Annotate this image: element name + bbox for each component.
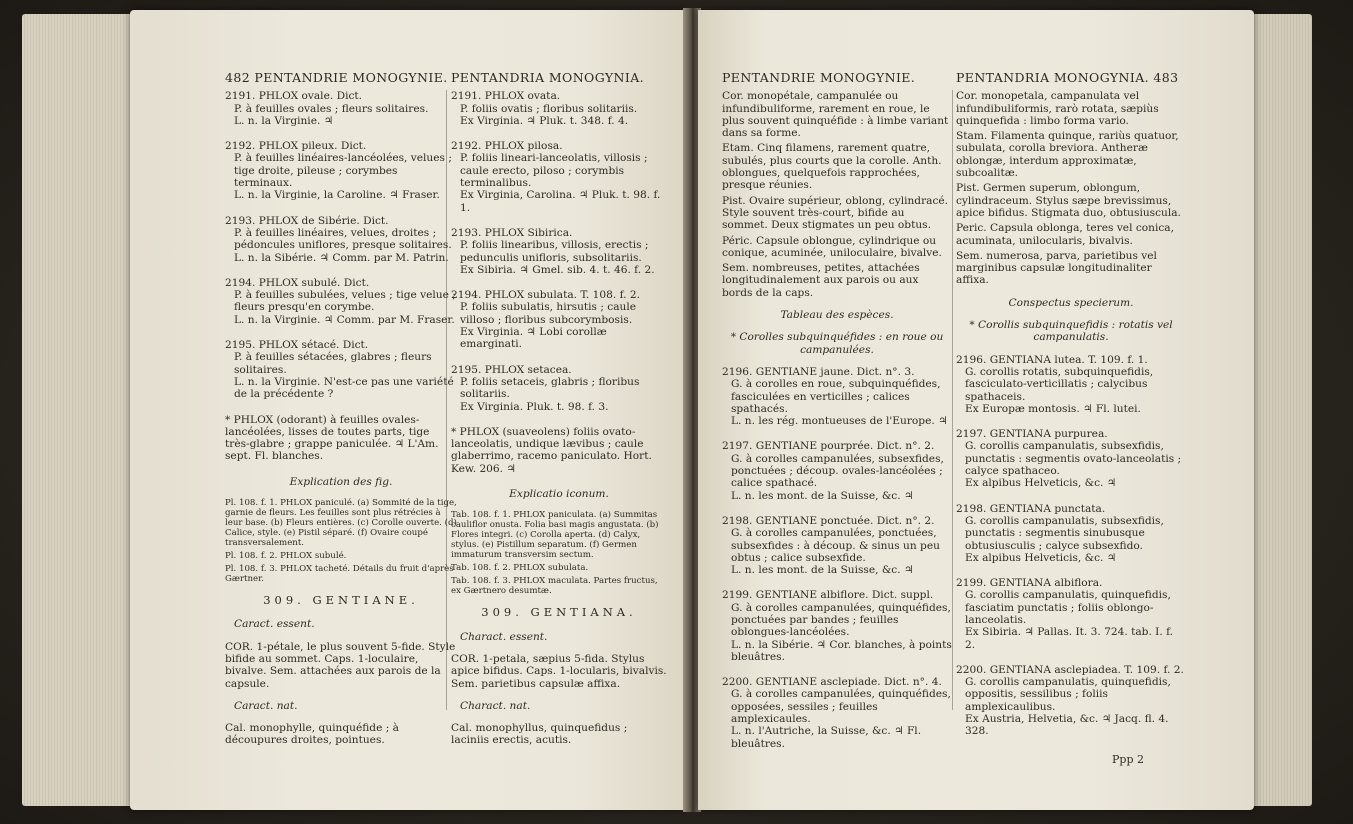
species-entry xyxy=(956,354,1186,415)
species-line: P. foliis setaceis, glabris ; floribus solitariis. xyxy=(460,375,640,401)
paragraph: COR. 1-pétale, le plus souvent 5-fide. Style bifide au sommet. Caps. 1-loculaire, bivalve. Sem. attachées aux parois de la capsule. xyxy=(225,640,456,690)
paragraph: Cor. monopétale, campanulée ou infundibuliforme, rarement en roue, le plus souvent quinquéfide : à limbe variant dans sa forme. xyxy=(722,90,949,140)
subheading: Caract. nat. xyxy=(234,699,298,712)
species-entry xyxy=(722,676,952,750)
species-line: P. foliis lineari-lanceolatis, villosis ; caule erecto, piloso ; corymbis terminalibus. xyxy=(460,152,648,190)
species-title: 2195. PHLOX setacea. xyxy=(451,363,572,376)
species-title: 2194. PHLOX subulé. Dict. xyxy=(225,276,370,289)
species-title: 2194. PHLOX subulata. T. 108. f. 2. xyxy=(451,289,640,302)
species-entry xyxy=(225,90,457,127)
species-line: P. foliis ovatis ; floribus solitariis. xyxy=(460,102,638,115)
paragraph: Cal. monophylle, quinquéfide ; à découpures droites, pointues. xyxy=(225,722,399,747)
species-entry xyxy=(956,577,1186,651)
paragraph: Etam. Cinq filamens, rarement quatre, subulés, plus courts que la corolle. Anth. oblongues, quelquefois rapprochées, presque réunies. xyxy=(722,142,942,192)
species-entry xyxy=(451,90,667,127)
species-entry xyxy=(956,503,1186,564)
species-line: L. n. la Sibérie. ♃ Comm. par M. Patrin. xyxy=(234,251,449,264)
species-title: 2196. GENTIANE jaune. Dict. n°. 3. xyxy=(722,365,915,378)
right-page-edges xyxy=(1252,14,1312,806)
section-heading: Conspectus specierum. xyxy=(1008,296,1134,309)
species-entry xyxy=(225,414,457,463)
species-line: G. à corolles campanulées, ponctuées, subsexfides : à découp. & sinus un peu obtus ; calice subsexfide. xyxy=(731,527,940,564)
species-title: 2191. PHLOX ovata. xyxy=(451,90,561,103)
species-entry xyxy=(956,428,1186,489)
running-header: PENTANDRIA MONOGYNIA. xyxy=(451,70,644,85)
left-page-french-column xyxy=(225,72,457,747)
species-title: 2198. GENTIANA punctata. xyxy=(956,502,1106,515)
genus-heading: 309. GENTIANA. xyxy=(481,605,637,620)
species-line: L. n. la Virginie. ♃ xyxy=(234,114,334,127)
subsection-heading: * Corolles subquinquéfides : en roue ou campanulées. xyxy=(730,331,944,356)
species-title: 2192. PHLOX pilosa. xyxy=(451,140,563,153)
species-title: 2200. GENTIANE asclepiade. Dict. n°. 4. xyxy=(722,676,942,689)
species-line: L. n. les mont. de la Suisse, &c. ♃ xyxy=(731,564,914,577)
species-title: 2192. PHLOX pileux. Dict. xyxy=(225,140,367,153)
running-header: PENTANDRIE MONOGYNIE. xyxy=(722,70,916,85)
species-entry xyxy=(451,227,667,276)
left-page-latin-column xyxy=(451,72,667,747)
section-heading: Explicatio iconum. xyxy=(509,488,609,501)
species-entry xyxy=(451,426,667,475)
species-line: G. à corolles campanulées, quinquéfides, opposées, sessiles ; feuilles amplexicaules. xyxy=(731,688,951,726)
genus-heading: 309. GENTIANE. xyxy=(263,593,419,608)
paragraph: Péric. Capsule oblongue, cylindrique ou conique, acuminée, uniloculaire, bivalve. xyxy=(722,234,942,259)
paragraph: Peric. Capsula oblonga, teres vel conica, acuminata, unilocularis, bivalvis. xyxy=(956,222,1174,247)
paragraph: Tab. 108. f. 1. PHLOX paniculata. (a) Summitas cauliflor onusta. Folia basi magis angustata. (b) Flores integri. (c) Corolla aperta. (d) Calyx, stylus. (e) Pistillum separatum. (f) Germen immaturum transversim sectum. xyxy=(451,510,659,561)
species-line: Ex Virginia, Carolina. ♃ Pluk. t. 98. f. 1. xyxy=(460,189,661,214)
paragraph: COR. 1-petala, sæpius 5-fida. Stylus apice bifidus. Caps. 1-locularis, bivalvis. Sem. parietibus capsulæ affixa. xyxy=(451,652,667,690)
species-entry xyxy=(722,515,952,576)
paragraph: Tab. 108. f. 2. PHLOX subulata. xyxy=(451,563,589,574)
subheading: Caract. essent. xyxy=(234,618,315,631)
species-entry xyxy=(722,366,952,427)
species-title: 2193. PHLOX Sibirica. xyxy=(451,226,573,239)
species-title: 2196. GENTIANA lutea. T. 109. f. 1. xyxy=(956,353,1148,366)
species-title: * PHLOX (odorant) à feuilles ovales-lancéolées, lisses de toutes parts, tige très-glabre ; grappe paniculée. ♃ L'Am. sept. Fl. blanches. xyxy=(225,413,439,463)
paragraph: Cal. monophyllus, quinquefidus ; laciniis erectis, acutis. xyxy=(451,722,628,747)
species-line: Ex Virginia. ♃ Pluk. t. 348. f. 4. xyxy=(460,114,629,127)
species-entry xyxy=(225,277,457,326)
species-entry xyxy=(451,364,667,413)
species-line: Ex alpibus Helveticis, &c. ♃ xyxy=(965,551,1117,564)
species-line: L. n. la Sibérie. ♃ Cor. blanches, à points bleuâtres. xyxy=(731,638,952,663)
species-line: Ex alpibus Helveticis, &c. ♃ xyxy=(965,477,1117,490)
section-heading: Explication des fig. xyxy=(289,475,393,488)
right-page xyxy=(698,10,1254,810)
paragraph: Pl. 108. f. 1. PHLOX paniculé. (a) Sommité de la tige, garnie de fleurs. Les feuilles sont plus rétrécies à leur base. (b) Fleurs entières. (c) Corolle ouverte. (d) Calice, style. (e) Pistil séparé. (f) Ovaire coupé transversalement. xyxy=(225,498,457,549)
species-line: L. n. la Virginie, la Caroline. ♃ Fraser. xyxy=(234,189,440,202)
species-line: P. foliis linearibus, villosis, erectis ; pedunculis unifloris, subsolitariis. xyxy=(460,239,649,264)
species-title: 2198. GENTIANE ponctuée. Dict. n°. 2. xyxy=(722,514,935,527)
subheading: Charact. nat. xyxy=(460,699,531,712)
species-line: P. foliis subulatis, hirsutis ; caule villoso ; floribus subcorymbosis. xyxy=(460,301,637,326)
species-entry xyxy=(451,140,667,214)
species-line: G. corollis campanulatis, subsexfidis, punctatis : segmentis ovato-lanceolatis ; calyce spathaceo. xyxy=(965,440,1182,478)
paragraph: Stam. Filamenta quinque, rariùs quatuor, subulata, corolla breviora. Antheræ oblongæ, interdum approximatæ, subcoalitæ. xyxy=(956,130,1179,180)
species-entry xyxy=(722,440,952,501)
species-title: 2197. GENTIANA purpurea. xyxy=(956,428,1108,441)
species-line: L. n. les rég. montueuses de l'Europe. ♃ xyxy=(731,415,948,428)
species-line: G. corollis campanulatis, subsexfidis, punctatis : segmentis sinubusque obtusiusculis ; calyce subsexfido. xyxy=(965,514,1164,552)
species-line: L. n. l'Autriche, la Suisse, &c. ♃ Fl. bleuâtres. xyxy=(731,725,922,750)
paragraph: Tab. 108. f. 3. PHLOX maculata. Partes fructus, ex Gærtnero desumtæ. xyxy=(451,576,658,597)
species-title: 2191. PHLOX ovale. Dict. xyxy=(225,90,363,103)
species-title: 2195. PHLOX sétacé. Dict. xyxy=(225,339,369,352)
column-divider xyxy=(952,90,953,710)
species-entry xyxy=(451,289,667,350)
species-line: L. n. les mont. de la Suisse, &c. ♃ xyxy=(731,489,914,502)
right-page-latin-column xyxy=(956,72,1186,751)
species-title: 2199. GENTIANE albiflore. Dict. suppl. xyxy=(722,589,934,602)
running-header: 482 PENTANDRIE MONOGYNIE. xyxy=(225,70,448,85)
species-line: Ex Europæ montosis. ♃ Fl. lutei. xyxy=(965,402,1141,415)
species-entry xyxy=(225,339,457,400)
species-line: Ex Sibiria. ♃ Pallas. It. 3. 724. tab. I. f. 2. xyxy=(965,626,1174,651)
species-entry xyxy=(225,140,457,201)
species-line: G. à corolles campanulées, subsexfides, ponctuées ; découp. ovales-lancéolées ; calice spathacé. xyxy=(731,452,944,490)
species-line: L. n. la Virginie. ♃ Comm. par M. Fraser. xyxy=(234,313,455,326)
species-line: P. à feuilles linéaires, velues, droites ; pédoncules uniflores, presque solitaires. xyxy=(234,226,452,252)
species-line: P. à feuilles subulées, velues ; tige velue ; fleurs presqu'en corymbe. xyxy=(234,289,456,314)
species-line: G. à corolles en roue, subquinquéfides, fasciculées en verticilles ; calices spathacés. xyxy=(731,378,941,415)
species-line: G. corollis campanulatis, quinquefidis, fasciatim punctatis ; foliis oblongo-lanceolatis. xyxy=(965,589,1171,626)
species-title: 2200. GENTIANA asclepiadea. T. 109. f. 2. xyxy=(956,663,1184,676)
running-header: PENTANDRIA MONOGYNIA. 483 xyxy=(956,70,1179,85)
species-line: G. corollis rotatis, subquinquefidis, fasciculato-verticillatis ; calycibus spathaceis. xyxy=(965,365,1154,403)
paragraph: Pl. 108. f. 2. PHLOX subulé. xyxy=(225,551,347,562)
left-page xyxy=(130,10,686,810)
subheading: Charact. essent. xyxy=(460,630,548,643)
species-line: Ex Sibiria. ♃ Gmel. sib. 4. t. 46. f. 2. xyxy=(460,263,655,276)
signature-mark: Ppp 2 xyxy=(1112,753,1144,766)
paragraph: Pl. 108. f. 3. PHLOX tacheté. Détails du fruit d'après Gærtner. xyxy=(225,564,454,585)
species-line: Ex Virginia. ♃ Lobi corollæ emarginati. xyxy=(460,326,607,351)
species-entry xyxy=(722,589,952,663)
species-title: * PHLOX (suaveolens) foliis ovato-lanceolatis, undique lævibus ; caule glaberrimo, racemo paniculato. Hort. Kew. 206. ♃ xyxy=(451,425,652,475)
paragraph: Sem. nombreuses, petites, attachées longitudinalement aux parois ou aux bords de la caps. xyxy=(722,262,920,299)
paragraph: Pist. Ovaire supérieur, oblong, cylindracé. Style souvent très-court, bifide au sommet. Deux stigmates un peu obtus. xyxy=(722,194,949,232)
paragraph: Pist. Germen superum, oblongum, cylindraceum. Stylus sæpe brevissimus, apice bifidus. Stigmata duo, obtusiuscula. xyxy=(956,182,1181,219)
subsection-heading: * Corollis subquinquefidis : rotatis vel campanulatis. xyxy=(969,319,1173,344)
paragraph: Sem. numerosa, parva, parietibus vel marginibus capsulæ longitudinaliter affixa. xyxy=(956,249,1157,287)
species-line: G. corollis campanulatis, quinquefidis, oppositis, sessilibus ; foliis amplexicaulibus. xyxy=(965,676,1171,713)
species-entry xyxy=(956,664,1186,738)
species-line: Ex Austria, Helvetia, &c. ♃ Jacq. fl. 4. 328. xyxy=(965,713,1169,738)
species-line: Ex Virginia. Pluk. t. 98. f. 3. xyxy=(460,400,609,413)
species-line: P. à feuilles sétacées, glabres ; fleurs solitaires. xyxy=(234,351,432,376)
species-line: G. à corolles campanulées, quinquéfides, ponctuées par bandes ; feuilles oblongues-lancéolées. xyxy=(731,601,951,639)
species-title: 2193. PHLOX de Sibérie. Dict. xyxy=(225,214,389,227)
species-line: P. à feuilles linéaires-lancéolées, velues ; tige droite, pileuse ; corymbes terminaux. xyxy=(234,152,452,190)
right-page-french-column xyxy=(722,72,952,763)
species-entry xyxy=(225,215,457,264)
section-heading: Tableau des espèces. xyxy=(780,309,894,322)
species-line: P. à feuilles ovales ; fleurs solitaires. xyxy=(234,102,429,115)
paragraph: Cor. monopetala, campanulata vel infundibuliformis, rarò rotata, sæpiùs quinquefida : limbo forma vario. xyxy=(956,90,1159,127)
species-title: 2199. GENTIANA albiflora. xyxy=(956,577,1103,590)
species-title: 2197. GENTIANE pourprée. Dict. n°. 2. xyxy=(722,440,935,453)
species-line: L. n. la Virginie. N'est-ce pas une variété de la précédente ? xyxy=(234,375,454,401)
left-page-edges xyxy=(22,14,132,806)
